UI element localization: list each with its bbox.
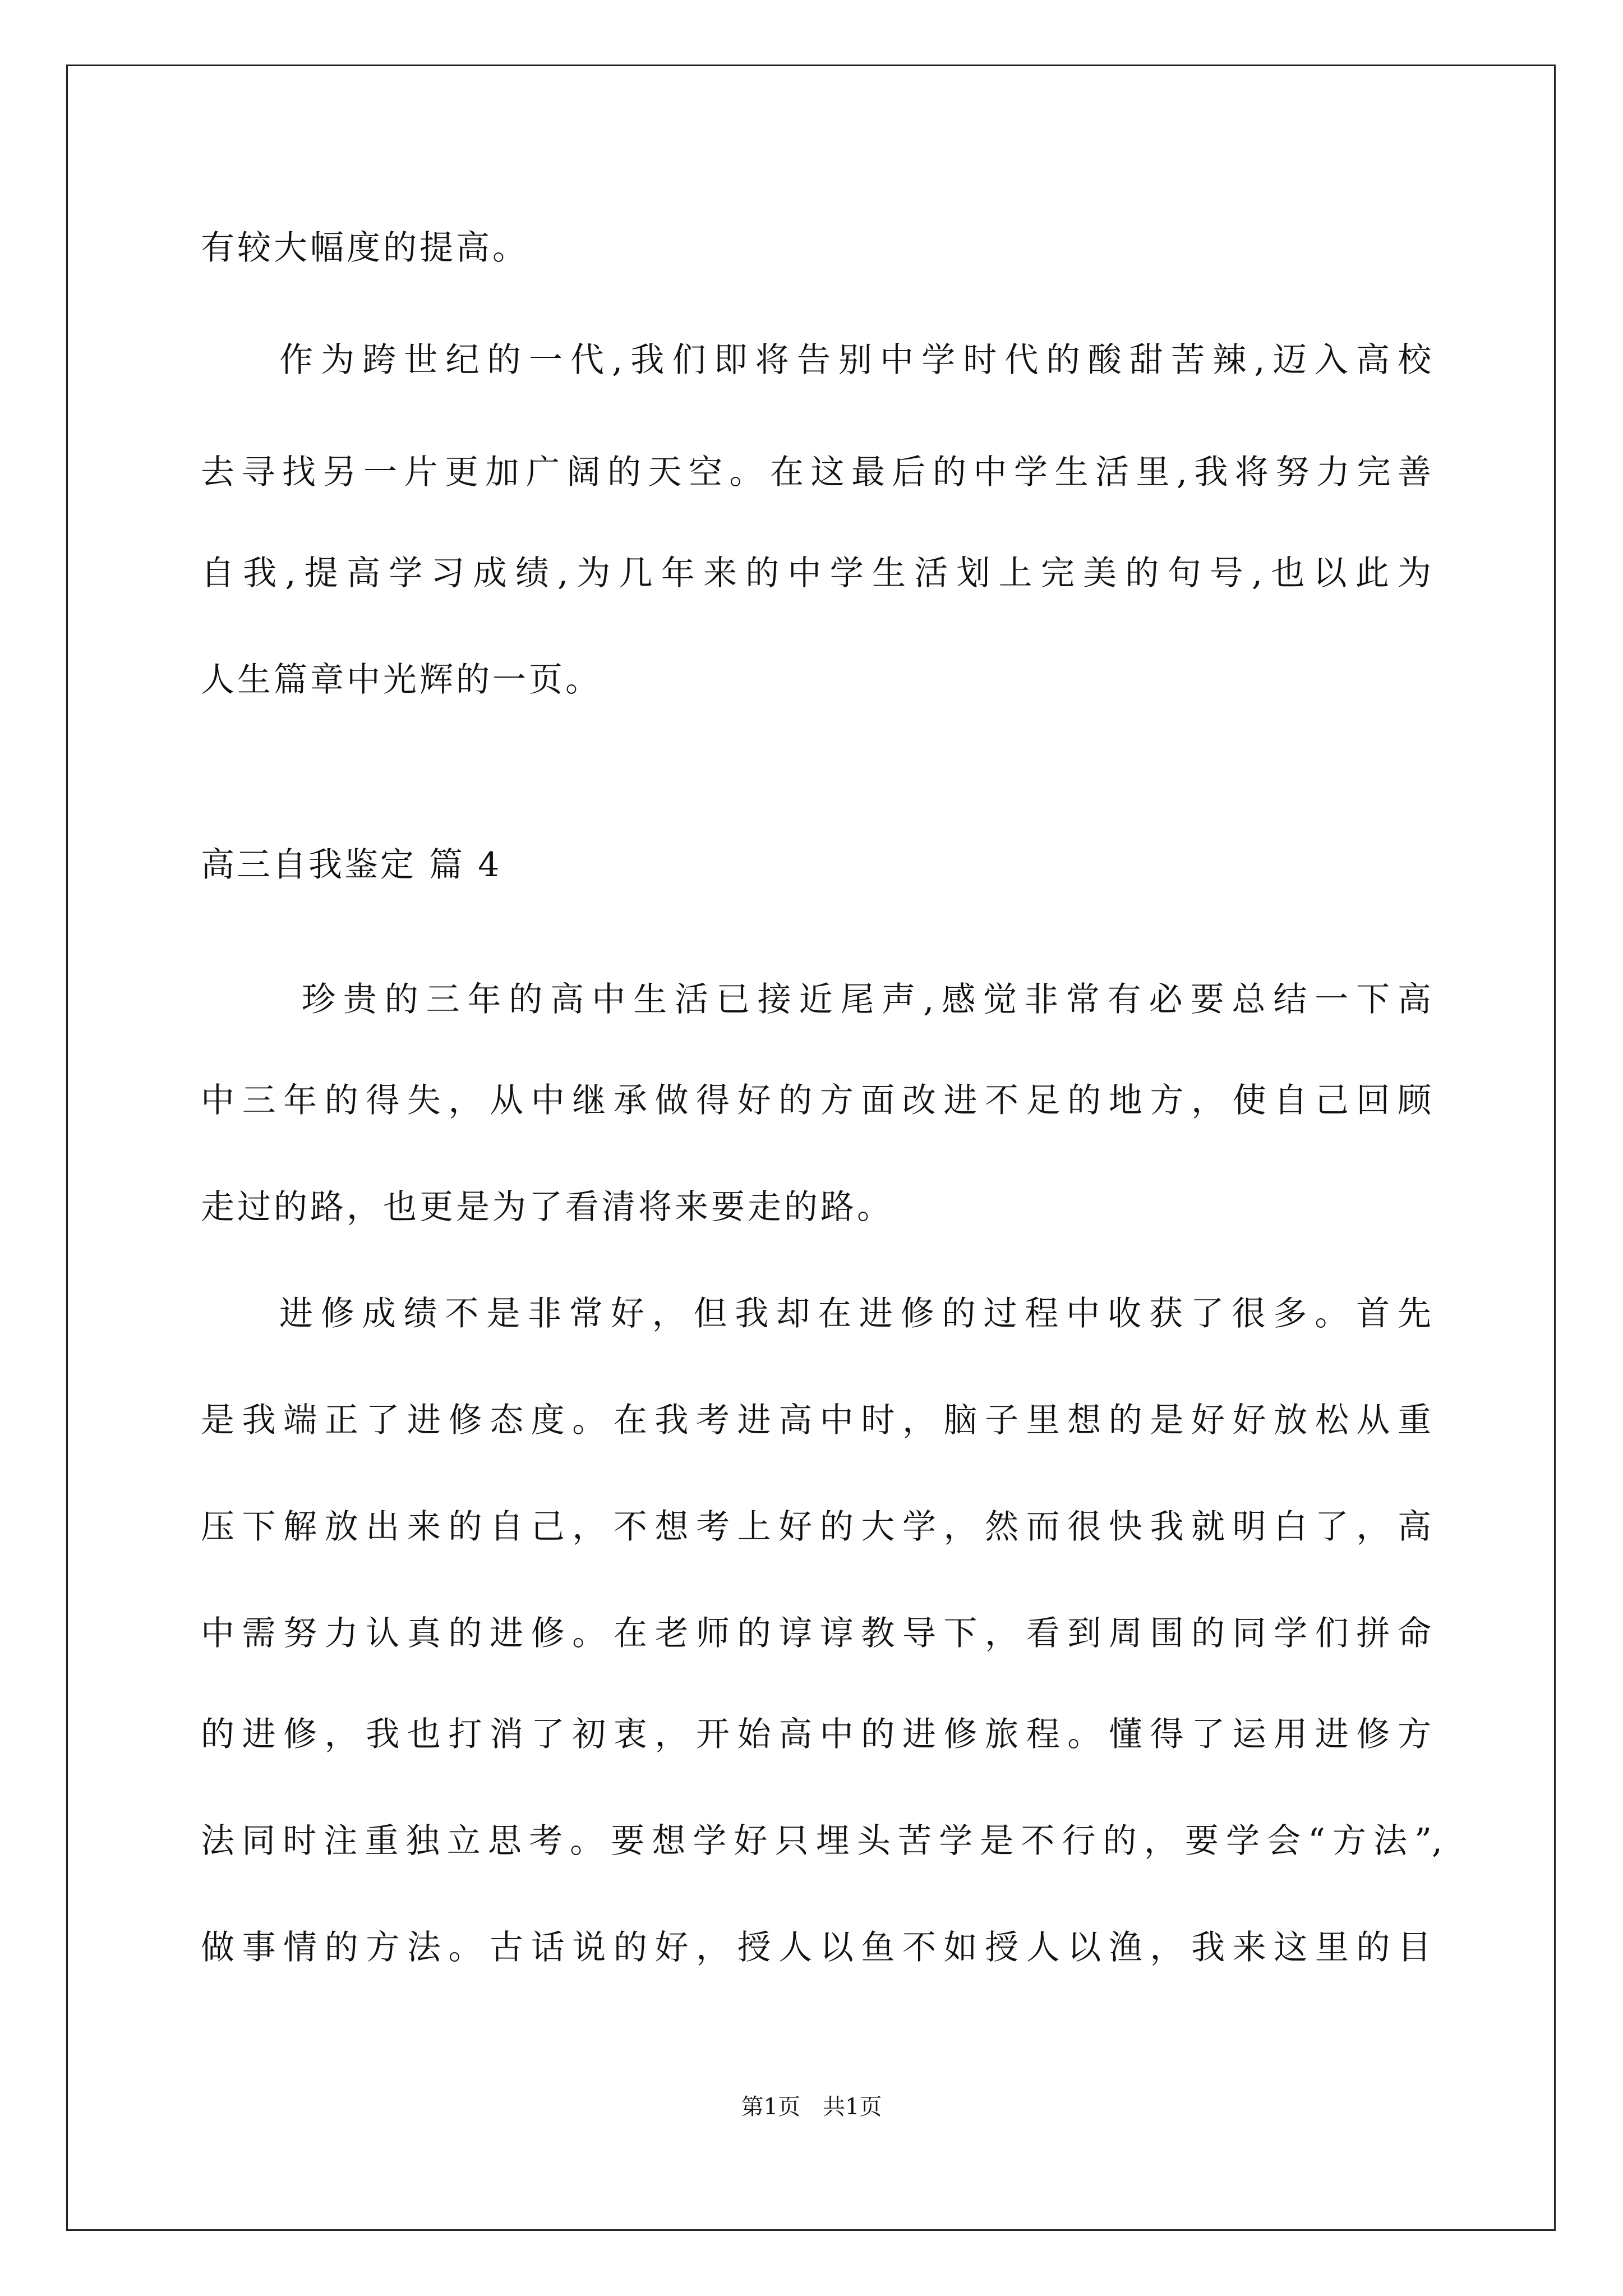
paragraph-line: 中需努力认真的进修。在老师的谆谆教导下，看到周围的同学们拼命 <box>201 1614 1431 1653</box>
paragraph-line: 珍贵的三年的高中生活已接近尾声,感觉非常有必要总结一下高 <box>302 980 1431 1019</box>
paragraph-line: 作为跨世纪的一代,我们即将告别中学时代的酸甜苦辣,迈入高校 <box>279 341 1431 380</box>
paragraph-line: 人生篇章中光辉的一页。 <box>201 660 602 700</box>
paragraph-line: 自我,提高学习成绩,为几年来的中学生活划上完美的句号,也以此为 <box>201 554 1431 593</box>
paragraph-line: 压下解放出来的自己，不想考上好的大学，然而很快我就明白了，高 <box>201 1507 1431 1547</box>
page-border <box>66 65 1556 2231</box>
paragraph-line: 做事情的方法。古话说的好，授人以鱼不如授人以渔，我来这里的目 <box>201 1928 1431 1967</box>
page-footer: 第1页 共1页 <box>741 2094 882 2120</box>
paragraph-line: 有较大幅度的提高。 <box>201 228 529 268</box>
section-heading: 高三自我鉴定 篇 4 <box>201 845 502 885</box>
paragraph-line: 的进修，我也打消了初衷，开始高中的进修旅程。懂得了运用进修方 <box>201 1715 1431 1754</box>
paragraph-line: 去寻找另一片更加广阔的天空。在这最后的中学生活里,我将努力完善 <box>201 453 1431 492</box>
paragraph-line: 进修成绩不是非常好，但我却在进修的过程中收获了很多。首先 <box>279 1294 1431 1333</box>
paragraph-line: 是我端正了进修态度。在我考进高中时，脑子里想的是好好放松从重 <box>201 1401 1431 1440</box>
paragraph-line: 中三年的得失，从中继承做得好的方面改进不足的地方，使自己回顾 <box>201 1081 1431 1120</box>
paragraph-line: 法同时注重独立思考。要想学好只埋头苦学是不行的，要学会“方法”, <box>201 1821 1442 1861</box>
paragraph-line: 走过的路，也更是为了看清将来要走的路。 <box>201 1188 893 1227</box>
